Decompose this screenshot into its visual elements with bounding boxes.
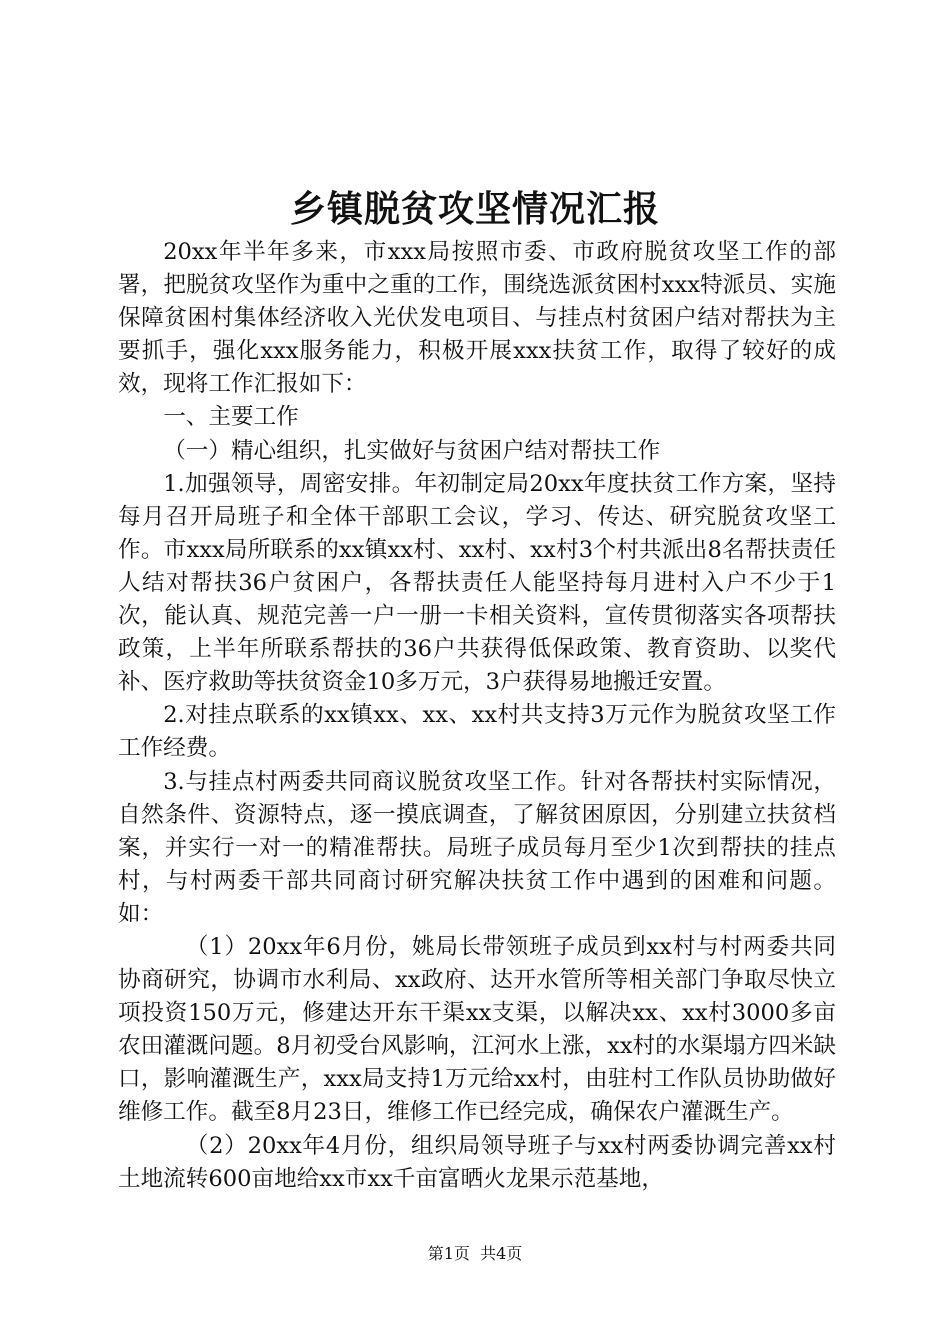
section-heading-main-work: 一、主要工作 [163,404,299,431]
page-number: 第1页 共4页 [427,1244,523,1263]
intro-paragraph: 20xx年半年多来，市xxx局按照市委、市政府脱贫攻坚工作的部署，把脱贫攻坚作为重中之重的工作，围绕选派贫困村xxx特派员、实施保障贫困村集体经济收入光伏发电项目、与挂点村贫困户结对帮扶为主要抓手，强化xxx服务能力，积极开展xxx扶贫工作，取得了较好的成效，现将工作汇报如下： [118,239,836,398]
document-title: 乡镇脱贫攻坚情况汇报 [289,188,660,230]
paragraph-item-2: 2.对挂点联系的xx镇xx、xx、xx村共支持3万元作为脱贫攻坚工作工作经费。 [118,702,836,762]
paragraph-subitem-2: （2）20xx年4月份，组织局领导班子与xx村两委协调完善xx村土地流转600亩地给xx市xx千亩富晒火龙果示范基地， [118,1132,836,1192]
paragraph-subitem-1: （1）20xx年6月份，姚局长带领班子成员到xx村与村两委共同协商研究，协调市水利局、xx政府、达开水管所等相关部门争取尽快立项投资150万元，修建达开东干渠xx支渠，以解决xx、xx村3000多亩农田灌溉问题。8月初受台风影响，江河水上涨，xx村的水渠塌方四米缺口，影响灌溉生产，xxx局支持1万元给xx村，由驻村工作队员协助做好维修工作。截至8月23日，维修工作已经完成，确保农户灌溉生产。 [118,933,836,1126]
page-footer [0,1242,950,1266]
paragraph-item-3: 3.与挂点村两委共同商议脱贫攻坚工作。针对各帮扶村实际情况，自然条件、资源特点，逐一摸底调查，了解贫困原因，分别建立扶贫档案，并实行一对一的精准帮扶。局班子成员每月至少1次到帮扶的挂点村，与村两委干部共同商讨研究解决扶贫工作中遇到的困难和问题。如： [118,768,836,927]
paragraph-item-1: 1.加强领导，周密安排。年初制定局20xx年度扶贫工作方案，坚持每月召开局班子和全体干部职工会议，学习、传达、研究脱贫攻坚工作。市xxx局所联系的xx镇xx村、xx村、xx村3个村共派出8名帮扶责任人结对帮扶36户贫困户，各帮扶责任人能坚持每月进村入户不少于1次，能认真、规范完善一户一册一卡相关资料，宣传贯彻落实各项帮扶政策，上半年所联系帮扶的36户共获得低保政策、教育资助、以奖代补、医疗救助等扶贫资金10多万元，3户获得易地搬迁安置。 [118,470,836,696]
document-body [118,236,836,1196]
subsection-heading-1: （一）精心组织，扎实做好与贫困户结对帮扶工作 [163,437,661,464]
